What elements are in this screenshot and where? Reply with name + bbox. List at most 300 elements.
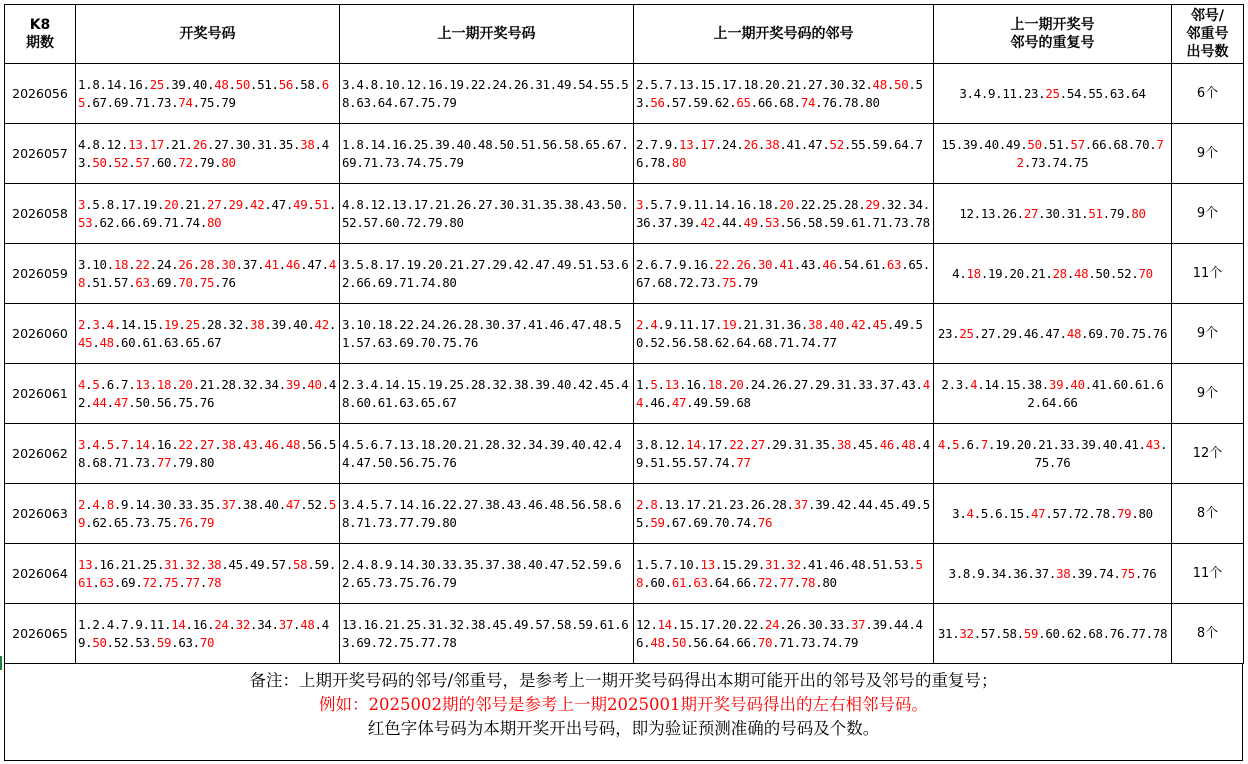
number: 27 — [214, 136, 229, 152]
number: 74 — [1052, 154, 1067, 170]
number: 65 — [185, 334, 200, 350]
number: 34 — [908, 196, 923, 212]
number: 42 — [250, 196, 265, 212]
number: 61 — [1134, 376, 1150, 392]
number: 24 — [214, 616, 229, 632]
number: 32 — [242, 376, 258, 392]
number: 57 — [693, 454, 708, 470]
number: 75 — [1034, 454, 1049, 470]
number: 43 — [901, 376, 916, 392]
number: 12 — [106, 136, 122, 152]
number: 60 — [121, 334, 136, 350]
header-repeats — [934, 5, 1172, 64]
number: 21 — [185, 196, 200, 212]
number: 43 — [1145, 436, 1161, 452]
number: 41 — [1091, 376, 1107, 392]
number: 19 — [995, 436, 1010, 452]
number: 58 — [1002, 625, 1017, 641]
number: 10 — [92, 256, 107, 272]
number: 61 — [142, 334, 157, 350]
number: 5 — [106, 436, 114, 452]
number: 14 — [657, 616, 672, 632]
number: 75 — [1074, 154, 1089, 170]
repeats-cell: 3.4.9.11.23.25.54.55.63.64 — [934, 64, 1172, 124]
number: 70 — [178, 274, 193, 290]
number: 64 — [714, 574, 730, 590]
number: 57 — [271, 556, 286, 572]
number: 21 — [1038, 436, 1053, 452]
number: 20 — [164, 196, 179, 212]
period-cell: 2026057 — [5, 124, 76, 184]
number: 25 — [959, 325, 974, 341]
number: 8 — [650, 496, 658, 512]
number: 57 — [980, 625, 996, 641]
number: 30 — [808, 616, 823, 632]
number: 65 — [113, 514, 129, 530]
number: 30 — [221, 256, 236, 272]
number: 64 — [894, 136, 909, 152]
number: 77 — [1131, 625, 1146, 641]
number: 17 — [700, 316, 715, 332]
number: 61 — [78, 574, 93, 590]
number: 14 — [984, 376, 999, 392]
number: 60 — [156, 154, 172, 170]
number: 37 — [1034, 565, 1049, 581]
number: 18 — [113, 256, 129, 272]
number: 33 — [858, 376, 873, 392]
number: 39 — [679, 214, 694, 230]
header-period-line1: K8 — [29, 17, 51, 33]
number: 44 — [92, 394, 107, 410]
number: 39 — [962, 136, 978, 152]
number: 28 — [1052, 265, 1067, 281]
number: 68 — [1088, 625, 1103, 641]
number: 21 — [743, 316, 758, 332]
number: 47 — [285, 496, 301, 512]
number: 69 — [693, 514, 708, 530]
number: 48 — [300, 616, 315, 632]
number: 12 — [636, 616, 651, 632]
number: 47 — [271, 196, 286, 212]
number: 4 — [92, 496, 100, 512]
number: 32 — [185, 556, 200, 572]
hit-count-cell: 11个 — [1172, 244, 1244, 304]
hit-count-cell: 8个 — [1172, 484, 1244, 544]
number: 11 — [679, 316, 694, 332]
number: 64 — [736, 334, 751, 350]
number: 38 — [242, 496, 258, 512]
number: 53 — [636, 76, 923, 110]
number: 20 — [1016, 436, 1032, 452]
number: 32 — [959, 625, 974, 641]
number: 75 — [1120, 565, 1135, 581]
number: 51 — [872, 556, 887, 572]
number: 25 — [149, 76, 165, 92]
number: 16 — [686, 376, 701, 392]
draw-numbers-cell: 1.8.14.16.25.39.40.48.50.51.56.58.65.67.69.71.73.74.75.79 — [76, 64, 340, 124]
number: 78 — [800, 574, 816, 590]
number: 71 — [113, 454, 129, 470]
number: 76 — [221, 274, 236, 290]
number: 76 — [178, 514, 193, 530]
number: 53 — [78, 214, 93, 230]
number: 76 — [1109, 625, 1125, 641]
number: 63 — [99, 574, 114, 590]
number: 4 — [952, 265, 960, 281]
number: 71 — [135, 94, 150, 110]
draw-numbers-cell: 2.4.8.9.14.30.33.35.37.38.40.47.52.59.62.65.73.75.76.79 — [76, 484, 340, 544]
number: 70 — [714, 514, 730, 530]
number: 70 — [199, 634, 215, 650]
number: 49 — [901, 496, 916, 512]
number: 46 — [1023, 325, 1039, 341]
number: 73 — [894, 214, 909, 230]
number: 47 — [808, 136, 823, 152]
number: 57 — [113, 274, 129, 290]
hit-count-cell: 9个 — [1172, 124, 1244, 184]
number: 59 — [650, 514, 665, 530]
number: 79 — [221, 94, 236, 110]
number: 74 — [1099, 565, 1114, 581]
number: 46 — [285, 256, 301, 272]
number: 10 — [679, 556, 694, 572]
number: 50 — [894, 76, 909, 92]
number: 4 — [650, 316, 658, 332]
number: 11 — [149, 616, 165, 632]
number: 68 — [757, 334, 773, 350]
number: 66 — [736, 574, 751, 590]
number: 72 — [178, 154, 193, 170]
number: 41 — [1124, 436, 1139, 452]
number: 16 — [128, 76, 143, 92]
number: 13 — [664, 496, 680, 512]
number: 49 — [1005, 136, 1021, 152]
number: 76 — [822, 94, 837, 110]
number: 27 — [199, 436, 215, 452]
number: 28 — [207, 316, 222, 332]
number: 63 — [178, 634, 193, 650]
number: 46 — [879, 436, 895, 452]
number: 29 — [815, 376, 830, 392]
number: 14 — [714, 196, 730, 212]
number: 44 — [894, 616, 909, 632]
number: 42 — [836, 496, 852, 512]
number: 8 — [92, 76, 100, 92]
number: 3 — [959, 85, 967, 101]
number: 49 — [894, 316, 909, 332]
number: 20 — [722, 616, 737, 632]
number: 51 — [650, 454, 665, 470]
number: 3 — [636, 436, 644, 452]
table-row — [5, 424, 1244, 484]
number: 59 — [714, 394, 730, 410]
number: 62 — [99, 214, 114, 230]
number: 68 — [92, 454, 107, 470]
number: 75 — [199, 274, 215, 290]
number: 48 — [285, 436, 301, 452]
table-row — [5, 184, 1244, 244]
number: 16 — [156, 436, 172, 452]
period-cell: 2026061 — [5, 364, 76, 424]
number: 74 — [736, 514, 751, 530]
number: 23 — [729, 496, 744, 512]
prev-draw-cell: 1.8.14.16.25.39.40.48.50.51.56.58.65.67.69.71.73.74.75.79 — [340, 124, 634, 184]
repeats-cell: 12.13.26.27.30.31.51.79.80 — [934, 184, 1172, 244]
number: 4 — [970, 376, 978, 392]
number: 15 — [142, 316, 157, 332]
number: 7 — [980, 436, 989, 452]
number: 40 — [829, 316, 844, 332]
number: 31 — [937, 625, 953, 641]
number: 50 — [1095, 265, 1110, 281]
number: 49 — [250, 556, 265, 572]
number: 20 — [1009, 265, 1024, 281]
number: 16 — [192, 616, 208, 632]
number: 27 — [980, 325, 996, 341]
number: 49 — [636, 436, 930, 470]
number: 45 — [872, 316, 887, 332]
number: 18 — [707, 376, 723, 392]
number: 70 — [1109, 325, 1125, 341]
number: 80 — [865, 94, 880, 110]
number: 53 — [765, 214, 780, 230]
number: 50 — [235, 76, 251, 92]
repeats-cell: 31.32.57.58.59.60.62.68.76.77.78 — [934, 604, 1172, 664]
number: 27 — [793, 376, 809, 392]
number: 3 — [92, 316, 100, 332]
number: 66 — [1063, 394, 1078, 410]
number: 4 — [106, 316, 114, 332]
number: 16 — [693, 256, 708, 272]
number: 7 — [664, 76, 672, 92]
number: 80 — [671, 154, 687, 170]
number: 2 — [941, 376, 949, 392]
number: 80 — [1131, 205, 1146, 221]
number: 8 — [106, 196, 114, 212]
number: 38 — [836, 436, 852, 452]
number: 73 — [156, 94, 172, 110]
number: 28 — [221, 376, 236, 392]
number: 15 — [941, 136, 956, 152]
number: 45 — [879, 496, 895, 512]
number: 11 — [693, 196, 708, 212]
number: 78 — [843, 94, 859, 110]
number: 52 — [113, 154, 129, 170]
number: 73 — [1031, 154, 1046, 170]
draw-numbers-cell: 4.8.12.13.17.21.26.27.30.31.35.38.43.50.52.57.60.72.79.80 — [76, 124, 340, 184]
number: 7 — [121, 436, 129, 452]
number: 3 — [636, 196, 644, 212]
number: 61 — [865, 256, 880, 272]
number: 36 — [1013, 565, 1028, 581]
draw-numbers-cell: 3.10.18.22.24.26.28.30.37.41.46.47.48.51.57.63.69.70.75.76 — [76, 244, 340, 304]
prev-draw-cell: 3.5.8.17.19.20.21.27.29.42.47.49.51.53.62.66.69.71.74.80 — [340, 244, 634, 304]
number: 61 — [671, 574, 687, 590]
number: 19 — [988, 265, 1003, 281]
hit-count-cell: 12个 — [1172, 424, 1244, 484]
number: 79 — [199, 154, 215, 170]
number: 20 — [729, 376, 744, 392]
number: 75 — [199, 94, 215, 110]
number: 50 — [636, 316, 923, 350]
number: 53 — [135, 634, 150, 650]
number: 15 — [1005, 376, 1021, 392]
draw-numbers-cell: 13.16.21.25.31.32.38.45.49.57.58.59.61.63.69.72.75.77.78 — [76, 544, 340, 604]
number: 79 — [843, 634, 859, 650]
number: 9 — [664, 136, 672, 152]
number: 14 — [171, 616, 186, 632]
number: 75 — [164, 574, 179, 590]
number: 15 — [1009, 505, 1024, 521]
number: 42 — [700, 214, 715, 230]
number: 73 — [135, 514, 150, 530]
number: 64 — [1131, 85, 1146, 101]
number: 40 — [293, 316, 308, 332]
number: 3 — [78, 436, 86, 452]
number: 70 — [757, 634, 773, 650]
number: 24 — [765, 616, 780, 632]
number: 78 — [915, 214, 930, 230]
number: 39 — [815, 496, 830, 512]
number: 59 — [314, 556, 329, 572]
number: 40 — [264, 496, 279, 512]
number: 30 — [1045, 205, 1060, 221]
number: 7 — [664, 256, 672, 272]
number: 56 — [278, 76, 294, 92]
number: 78 — [1152, 625, 1168, 641]
number: 46 — [822, 256, 837, 272]
number: 61 — [851, 214, 866, 230]
number: 32 — [786, 556, 801, 572]
number: 48 — [1074, 265, 1089, 281]
number: 77 — [156, 454, 172, 470]
number: 62 — [1027, 376, 1164, 410]
number: 40 — [1070, 376, 1085, 392]
number: 53 — [894, 556, 909, 572]
number: 15 — [722, 556, 737, 572]
number: 59 — [156, 634, 172, 650]
header-count-line1: 邻号/ — [1190, 8, 1225, 24]
number: 74 — [178, 94, 193, 110]
number: 15 — [700, 76, 715, 92]
number: 24 — [750, 376, 766, 392]
number: 6 — [650, 256, 658, 272]
draw-numbers-cell: 1.2.4.7.9.11.14.16.24.32.34.37.48.49.50.52.53.59.63.70 — [76, 604, 340, 664]
number: 60 — [650, 574, 665, 590]
number: 58 — [636, 556, 923, 590]
number: 32 — [235, 616, 251, 632]
number: 20 — [178, 376, 193, 392]
prev-draw-cell: 13.16.21.25.31.32.38.45.49.57.58.59.61.63.69.72.75.77.78 — [340, 604, 634, 664]
number: 35 — [199, 496, 215, 512]
number: 35 — [815, 436, 830, 452]
number: 14 — [135, 496, 150, 512]
number: 16 — [736, 196, 751, 212]
number: 40 — [984, 136, 999, 152]
number: 20 — [765, 76, 780, 92]
number: 52 — [829, 136, 844, 152]
period-cell: 2026060 — [5, 304, 76, 364]
number: 40 — [307, 376, 322, 392]
number: 22 — [800, 196, 816, 212]
number: 44 — [722, 214, 737, 230]
neighbors-cell: 3.5.7.9.11.14.16.18.20.22.25.28.29.32.34.36.37.39.42.44.49.53.56.58.59.61.71.73.78 — [634, 184, 934, 244]
number: 7 — [121, 376, 129, 392]
number: 67 — [207, 334, 222, 350]
number: 17 — [686, 496, 701, 512]
number: 67 — [636, 274, 651, 290]
number: 13 — [980, 205, 996, 221]
number: 4 — [78, 136, 86, 152]
number: 48 — [214, 76, 229, 92]
number: 9 — [977, 565, 985, 581]
number: 37 — [278, 616, 294, 632]
hit-count-cell: 11个 — [1172, 544, 1244, 604]
number: 45 — [228, 556, 243, 572]
number: 69 — [1088, 325, 1103, 341]
number: 25 — [1045, 85, 1060, 101]
number: 6 — [995, 505, 1003, 521]
number: 39 — [271, 316, 286, 332]
number: 51 — [257, 76, 272, 92]
number: 68 — [657, 274, 672, 290]
table-row — [5, 124, 1244, 184]
number: 13 — [135, 376, 150, 392]
number: 7 — [664, 196, 672, 212]
number: 9 — [679, 256, 687, 272]
number: 22 — [135, 256, 150, 272]
number: 8 — [106, 496, 114, 512]
number: 69 — [156, 274, 172, 290]
prev-draw-cell: 3.4.5.7.14.16.22.27.38.43.46.48.56.58.68.71.73.77.79.80 — [340, 484, 634, 544]
number: 37 — [242, 256, 258, 272]
number: 2 — [78, 496, 86, 512]
number: 48 — [1066, 325, 1082, 341]
number: 56 — [693, 634, 708, 650]
number: 56 — [671, 334, 687, 350]
number: 41 — [779, 256, 794, 272]
table-row — [5, 544, 1244, 604]
number: 70 — [1138, 265, 1153, 281]
number: 26 — [178, 256, 193, 272]
number: 4 — [78, 376, 86, 392]
number: 20 — [779, 196, 794, 212]
number: 72 — [142, 574, 157, 590]
number: 33 — [178, 496, 193, 512]
table-row — [5, 304, 1244, 364]
hit-count-cell: 9个 — [1172, 184, 1244, 244]
number: 13 — [700, 556, 715, 572]
repeats-cell: 3.8.9.34.36.37.38.39.74.75.76 — [934, 544, 1172, 604]
number: 74 — [822, 634, 837, 650]
number: 7 — [664, 556, 672, 572]
neighbors-cell: 2.7.9.13.17.24.26.38.41.47.52.55.59.64.76.78.80 — [634, 124, 934, 184]
prev-draw-cell: 3.4.8.10.12.16.19.22.24.26.31.49.54.55.58.63.64.67.75.79 — [340, 64, 634, 124]
number: 73 — [800, 634, 816, 650]
number: 47 — [307, 256, 322, 272]
number: 39 — [1077, 565, 1092, 581]
period-cell: 2026058 — [5, 184, 76, 244]
number: 62 — [92, 514, 107, 530]
number: 37 — [851, 616, 866, 632]
number: 57 — [671, 94, 687, 110]
number: 27 — [750, 436, 766, 452]
number: 49 — [693, 394, 708, 410]
repeats-cell: 3.4.5.6.15.47.57.72.78.79.80 — [934, 484, 1172, 544]
number: 55 — [1088, 85, 1103, 101]
number: 44 — [636, 376, 930, 410]
number: 17 — [700, 136, 715, 152]
